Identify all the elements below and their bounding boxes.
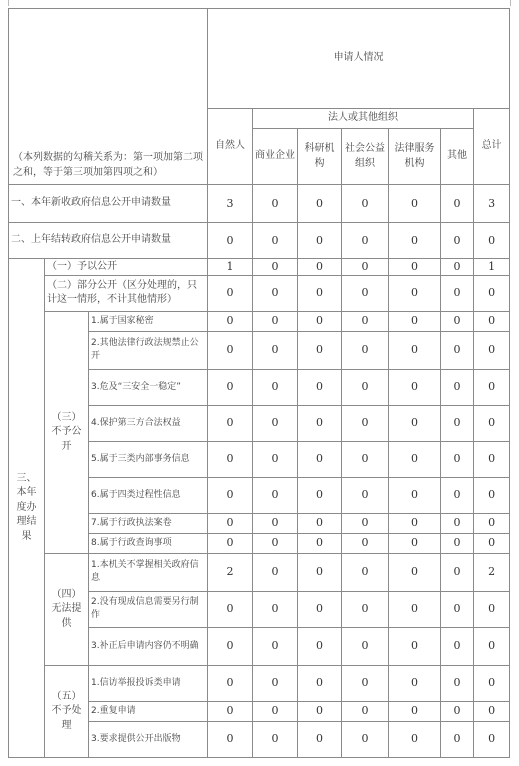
row-label: （一）予以公开 — [45, 259, 208, 276]
cell-value: 0 — [298, 701, 342, 721]
cell-value: 0 — [342, 405, 389, 441]
cell-value: 0 — [389, 553, 441, 591]
cell-value: 0 — [298, 665, 342, 701]
cell-value: 0 — [342, 275, 389, 311]
cell-value: 0 — [253, 553, 298, 591]
crop-mark — [8, 0, 9, 6]
cell-value: 0 — [474, 369, 510, 405]
cell-value: 0 — [298, 259, 342, 276]
cell-value: 0 — [342, 665, 389, 701]
cell-value: 0 — [298, 513, 342, 533]
cell-value: 0 — [253, 701, 298, 721]
cell-value: 0 — [474, 311, 510, 331]
cell-value: 0 — [474, 441, 510, 477]
table-row — [9, 275, 510, 311]
cell-value: 0 — [474, 477, 510, 513]
category-4-label: （四）无法提供 — [45, 553, 89, 665]
cell-value: 1 — [208, 259, 253, 276]
category-3-label: （三）不予公开 — [45, 311, 89, 553]
cell-value: 0 — [441, 369, 474, 405]
cell-value: 0 — [298, 405, 342, 441]
cell-value: 0 — [441, 259, 474, 276]
cell-value: 0 — [253, 513, 298, 533]
cell-value: 0 — [298, 369, 342, 405]
cell-value: 0 — [253, 223, 298, 259]
cell-value: 0 — [253, 311, 298, 331]
legal-service-header: 法律服务机构 — [389, 129, 441, 185]
cell-value: 0 — [441, 533, 474, 553]
cell-value: 0 — [441, 665, 474, 701]
cell-value: 0 — [298, 185, 342, 223]
table-row — [9, 223, 510, 259]
cell-value: 0 — [441, 553, 474, 591]
cell-value: 0 — [389, 259, 441, 276]
cell-value: 0 — [298, 223, 342, 259]
row-label: 2.其他法律行政法规禁止公开 — [89, 331, 208, 369]
cell-value: 0 — [389, 223, 441, 259]
cell-value: 0 — [298, 591, 342, 627]
cell-value: 0 — [208, 591, 253, 627]
cell-value: 0 — [441, 591, 474, 627]
row-label: （二）部分公开（区分处理的，只计这一情形，不计其他情形） — [45, 275, 208, 311]
cell-value: 0 — [298, 553, 342, 591]
cell-value: 0 — [342, 533, 389, 553]
cell-value: 0 — [208, 477, 253, 513]
table-row — [9, 185, 510, 223]
cell-value: 0 — [441, 477, 474, 513]
table-note: （本列数据的勾稽关系为：第一项加第二项之和，等于第三项加第四项之和） — [9, 9, 208, 185]
cell-value: 0 — [441, 441, 474, 477]
cell-value: 0 — [253, 721, 298, 757]
cell-value: 2 — [208, 553, 253, 591]
cell-value: 0 — [342, 441, 389, 477]
cell-value: 0 — [342, 369, 389, 405]
row-label: 5.属于三类内部事务信息 — [89, 441, 208, 477]
cell-value: 0 — [253, 441, 298, 477]
cell-value: 0 — [342, 513, 389, 533]
cell-value: 0 — [441, 311, 474, 331]
table-row — [9, 259, 510, 276]
cell-value: 0 — [298, 331, 342, 369]
row-label: 2.没有现成信息需要另行制作 — [89, 591, 208, 627]
cell-value: 0 — [474, 513, 510, 533]
cell-value: 0 — [474, 591, 510, 627]
cell-value: 0 — [342, 627, 389, 665]
commercial-header: 商业企业 — [253, 129, 298, 185]
cell-value: 0 — [389, 331, 441, 369]
cell-value: 0 — [389, 275, 441, 311]
cell-value: 1 — [474, 259, 510, 276]
cell-value: 0 — [253, 591, 298, 627]
row-label: 7.属于行政执法案卷 — [89, 513, 208, 533]
cell-value: 0 — [253, 627, 298, 665]
cell-value: 0 — [342, 259, 389, 276]
cell-value: 0 — [208, 627, 253, 665]
cell-value: 0 — [342, 311, 389, 331]
cell-value: 0 — [441, 701, 474, 721]
cell-value: 0 — [298, 627, 342, 665]
row-label: 3.要求提供公开出版物 — [89, 721, 208, 757]
cell-value: 0 — [389, 513, 441, 533]
cell-value: 0 — [208, 369, 253, 405]
cell-value: 0 — [298, 311, 342, 331]
row-label: 4.保护第三方合法权益 — [89, 405, 208, 441]
cell-value: 0 — [389, 405, 441, 441]
natural-person-header: 自然人 — [208, 109, 253, 185]
cell-value: 0 — [474, 721, 510, 757]
cell-value: 3 — [474, 185, 510, 223]
cell-value: 0 — [253, 477, 298, 513]
cell-value: 0 — [298, 441, 342, 477]
cell-value: 0 — [474, 331, 510, 369]
category-5-label: （五）不予处理 — [45, 665, 89, 757]
cell-value: 0 — [441, 331, 474, 369]
disclosure-stats-table — [8, 8, 510, 758]
cell-value: 0 — [253, 331, 298, 369]
row-label: 8.属于行政查询事项 — [89, 533, 208, 553]
cell-value: 0 — [389, 627, 441, 665]
cell-value: 0 — [208, 533, 253, 553]
section-3-label: 三、本年度办理结果 — [9, 259, 45, 758]
cell-value: 0 — [441, 721, 474, 757]
research-header: 科研机构 — [298, 129, 342, 185]
cell-value: 0 — [298, 275, 342, 311]
total-header: 总计 — [474, 109, 510, 185]
table-row — [9, 665, 510, 701]
cell-value: 0 — [342, 185, 389, 223]
crop-mark — [510, 0, 511, 6]
cell-value: 0 — [253, 533, 298, 553]
cell-value: 0 — [208, 665, 253, 701]
disclosure-table-container — [8, 8, 510, 758]
cell-value: 0 — [342, 477, 389, 513]
cell-value: 3 — [208, 185, 253, 223]
cell-value: 0 — [208, 223, 253, 259]
cell-value: 0 — [441, 405, 474, 441]
cell-value: 0 — [474, 627, 510, 665]
applicant-info-header: 申请人情况 — [208, 9, 510, 109]
cell-value: 0 — [253, 185, 298, 223]
row-label: 一、本年新收政府信息公开申请数量 — [9, 185, 208, 223]
cell-value: 0 — [253, 665, 298, 701]
cell-value: 0 — [298, 721, 342, 757]
cell-value: 0 — [441, 275, 474, 311]
cell-value: 0 — [389, 591, 441, 627]
cell-value: 0 — [441, 513, 474, 533]
cell-value: 0 — [208, 701, 253, 721]
cell-value: 2 — [474, 553, 510, 591]
cell-value: 0 — [389, 441, 441, 477]
other-header: 其他 — [441, 129, 474, 185]
cell-value: 0 — [208, 405, 253, 441]
cell-value: 0 — [441, 627, 474, 665]
cell-value: 0 — [253, 259, 298, 276]
cell-value: 0 — [389, 665, 441, 701]
row-label: 1.信访举报投诉类申请 — [89, 665, 208, 701]
cell-value: 0 — [342, 553, 389, 591]
cell-value: 0 — [474, 701, 510, 721]
social-header: 社会公益组织 — [342, 129, 389, 185]
cell-value: 0 — [389, 311, 441, 331]
table-row — [9, 553, 510, 591]
cell-value: 0 — [298, 533, 342, 553]
row-label: 1.本机关不掌握相关政府信息 — [89, 553, 208, 591]
cell-value: 0 — [253, 405, 298, 441]
cell-value: 0 — [208, 441, 253, 477]
cell-value: 0 — [253, 369, 298, 405]
cell-value: 0 — [389, 369, 441, 405]
cell-value: 0 — [474, 275, 510, 311]
row-label: 二、上年结转政府信息公开申请数量 — [9, 223, 208, 259]
cell-value: 0 — [474, 665, 510, 701]
cell-value: 0 — [389, 701, 441, 721]
cell-value: 0 — [441, 223, 474, 259]
cell-value: 0 — [474, 223, 510, 259]
cell-value: 0 — [474, 405, 510, 441]
table-row — [9, 311, 510, 331]
row-label: 3.补正后申请内容仍不明确 — [89, 627, 208, 665]
cell-value: 0 — [389, 477, 441, 513]
cell-value: 0 — [342, 223, 389, 259]
cell-value: 0 — [208, 311, 253, 331]
cell-value: 0 — [342, 331, 389, 369]
cell-value: 0 — [342, 591, 389, 627]
cell-value: 0 — [253, 275, 298, 311]
row-label: 1.属于国家秘密 — [89, 311, 208, 331]
row-label: 2.重复申请 — [89, 701, 208, 721]
cell-value: 0 — [389, 721, 441, 757]
legal-group-header: 法人或其他组织 — [253, 109, 474, 129]
cell-value: 0 — [389, 185, 441, 223]
cell-value: 0 — [342, 701, 389, 721]
cell-value: 0 — [474, 533, 510, 553]
cell-value: 0 — [298, 477, 342, 513]
cell-value: 0 — [389, 533, 441, 553]
row-label: 6.属于四类过程性信息 — [89, 477, 208, 513]
cell-value: 0 — [208, 331, 253, 369]
cell-value: 0 — [208, 275, 253, 311]
cell-value: 0 — [208, 513, 253, 533]
cell-value: 0 — [208, 721, 253, 757]
cell-value: 0 — [441, 185, 474, 223]
row-label: 3.危及“三安全一稳定” — [89, 369, 208, 405]
cell-value: 0 — [342, 721, 389, 757]
